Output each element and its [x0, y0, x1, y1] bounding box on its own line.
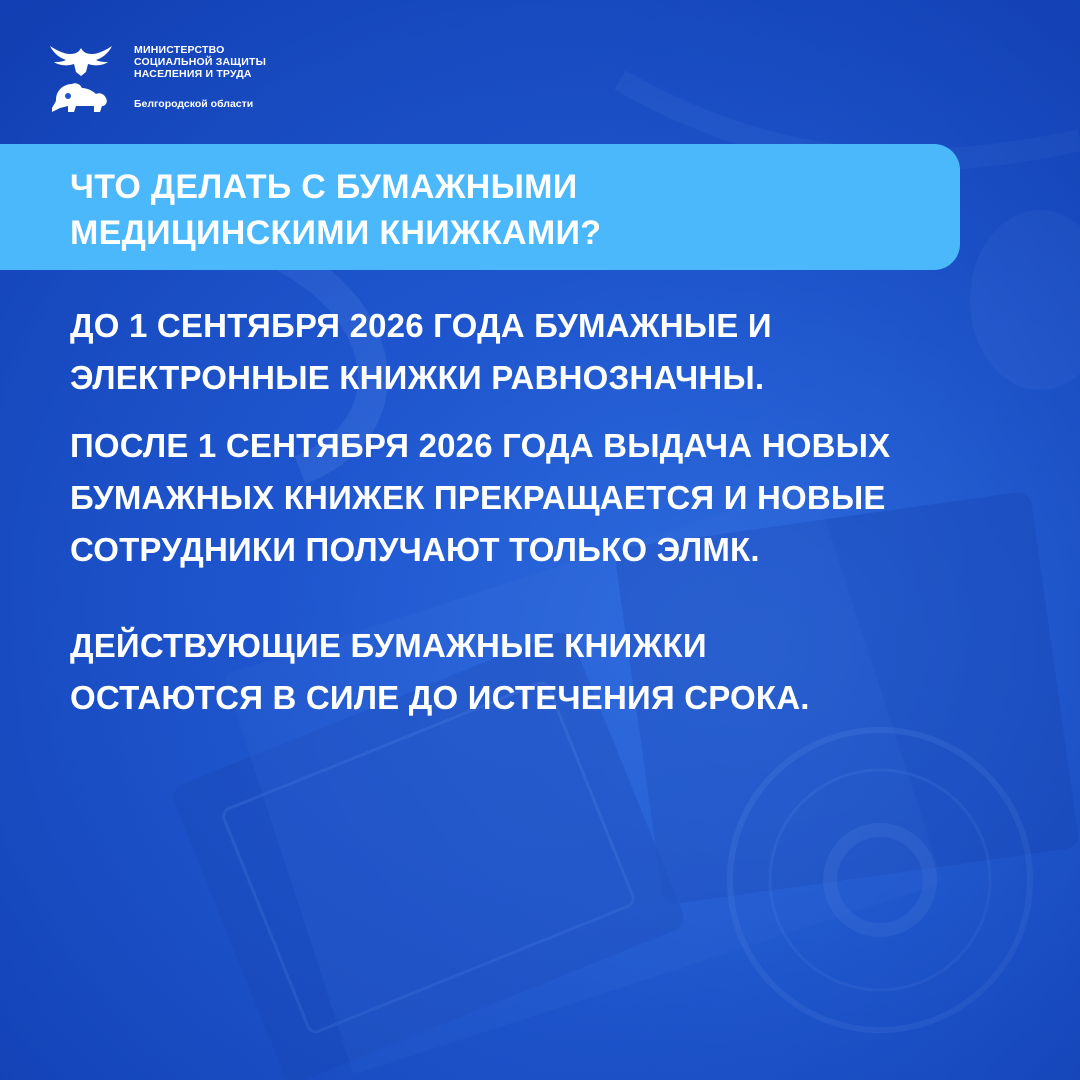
page-title	[70, 164, 930, 256]
p2-line-3: СОТРУДНИКИ ПОЛУЧАЮТ ТОЛЬКО ЭЛМК.	[70, 531, 760, 568]
p2-line-2: БУМАЖНЫХ КНИЖЕК ПРЕКРАЩАЕТСЯ И НОВЫЕ	[70, 479, 886, 516]
p2-line-1: ПОСЛЕ 1 СЕНТЯБРЯ 2026 ГОДА ВЫДАЧА НОВЫХ	[70, 427, 891, 464]
title-line-2: МЕДИЦИНСКИМИ КНИЖКАМИ?	[70, 214, 602, 252]
org-region: Белгородской области	[134, 98, 254, 110]
p3-line-2: ОСТАЮТСЯ В СИЛЕ ДО ИСТЕЧЕНИЯ СРОКА.	[70, 679, 810, 716]
p3-line-1: ДЕЙСТВУЮЩИЕ БУМАЖНЫЕ КНИЖКИ	[70, 627, 707, 664]
ministry-emblem-icon	[46, 42, 116, 116]
org-line-2: СОЦИАЛЬНОЙ ЗАЩИТЫ	[134, 56, 267, 68]
p1-line-2: ЭЛЕКТРОННЫЕ КНИЖКИ РАВНОЗНАЧНЫ.	[70, 359, 765, 396]
paragraph-2	[70, 420, 1030, 576]
title-line-1: ЧТО ДЕЛАТЬ С БУМАЖНЫМИ	[70, 168, 578, 206]
paragraph-1	[70, 300, 1030, 404]
paragraph-3	[70, 620, 1030, 724]
org-line-1: МИНИСТЕРСТВО	[134, 44, 225, 56]
p1-line-1: ДО 1 СЕНТЯБРЯ 2026 ГОДА БУМАЖНЫЕ И	[70, 307, 772, 344]
ministry-name	[134, 44, 266, 110]
org-line-3: НАСЕЛЕНИЯ И ТРУДА	[134, 68, 252, 80]
